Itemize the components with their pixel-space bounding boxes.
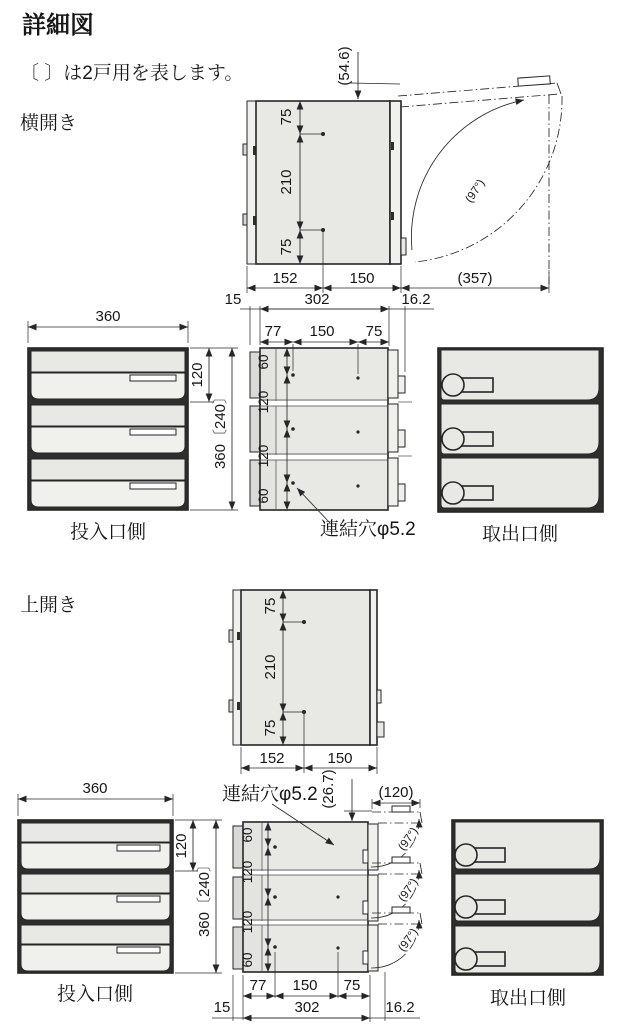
dim-120b: 120 (256, 444, 271, 468)
door-swing-arc (411, 100, 524, 250)
door-handle (377, 722, 384, 737)
mail-slot (117, 947, 160, 953)
lock-cylinder (455, 896, 477, 918)
dim-16-2: 16.2 (385, 999, 415, 1016)
dim-360-240: 360〔240〕 (212, 388, 229, 470)
caption-posting-side: 投入口側 (56, 984, 134, 1005)
lock-cylinder (442, 428, 464, 450)
dim-210: 210 (278, 169, 295, 195)
dim-60b: 60 (240, 952, 255, 968)
door-handle (401, 238, 406, 255)
dim-150b: 150 (292, 977, 318, 994)
side-body (241, 590, 370, 745)
dim-120-open: (120) (378, 784, 414, 801)
dim-210: 210 (262, 654, 279, 680)
ue-back-view (452, 820, 603, 1009)
dim-60a: 60 (240, 827, 255, 843)
dim-77: 77 (249, 977, 267, 994)
dim-150: 150 (349, 270, 375, 287)
dim-15: 15 (213, 999, 231, 1016)
yoko-cross-view (225, 291, 434, 540)
dim-152: 152 (259, 750, 285, 767)
dim-75-top: 75 (278, 108, 295, 126)
dim-302: 302 (304, 291, 330, 308)
dim-75-bottom: 75 (278, 238, 295, 256)
dim-75-top: 75 (262, 597, 279, 615)
mail-slot (130, 429, 176, 435)
dim-angle-97: (97°) (463, 177, 488, 206)
mail-slot (130, 375, 176, 381)
dim-120a: 120 (240, 860, 255, 884)
page-title: 詳細図 (22, 12, 94, 39)
dim-120a: 120 (256, 390, 271, 414)
caption-takeout-side: 取出口側 (489, 988, 567, 1009)
caption-takeout-side: 取出口側 (481, 524, 559, 545)
cross-body (260, 348, 388, 510)
dim-120b: 120 (240, 910, 255, 934)
dim-angle-97: (97°) (396, 825, 421, 853)
label-connect-hole: 連結穴φ5.2 (320, 519, 416, 540)
dim-77: 77 (264, 323, 282, 340)
side-left-panel (247, 101, 256, 264)
dim-360: 360 (95, 308, 121, 325)
lock-cylinder (442, 374, 464, 396)
dim-120: 120 (173, 833, 190, 859)
label-connect-hole: 連結穴φ5.2 (222, 784, 318, 805)
section-label-yoko: 横開き (20, 113, 78, 134)
side-door-closed (370, 590, 377, 745)
yoko-front-view (28, 308, 238, 543)
lock-cylinder (455, 844, 477, 866)
dim-150: 150 (327, 750, 353, 767)
caption-posting-side: 投入口側 (69, 522, 147, 543)
ue-front-view (18, 780, 222, 1005)
lock-cylinder (455, 948, 477, 970)
dim-54-6: (54.6) (336, 46, 353, 86)
ue-cross-view (212, 769, 422, 1022)
mail-slot (130, 483, 176, 489)
open-door-bottom-edge (400, 94, 559, 107)
dim-angle-97: (97°) (396, 926, 421, 954)
section-label-ue: 上開き (20, 595, 78, 616)
dim-120: 120 (189, 362, 206, 388)
yoko-back-view (438, 348, 603, 545)
dim-302: 302 (294, 999, 320, 1016)
side-door-closed (390, 101, 401, 264)
dim-60b: 60 (256, 488, 271, 504)
note-two-door: 〔 〕は2戸用を表します。 (20, 63, 244, 84)
dim-60a: 60 (256, 354, 271, 370)
dim-26-7: (26.7) (320, 769, 337, 809)
lock-cylinder (442, 482, 464, 504)
dim-75b: 75 (343, 977, 361, 994)
dim-357: (357) (457, 270, 493, 287)
mail-slot (117, 845, 160, 851)
dim-angle-97: (97°) (396, 876, 421, 904)
open-door-handle (518, 76, 550, 86)
mail-slot (117, 896, 160, 902)
dim-16-2: 16.2 (401, 291, 431, 308)
ue-side-view (229, 590, 384, 774)
dim-360-240: 360〔240〕 (196, 856, 213, 938)
dim-75b: 75 (365, 323, 383, 340)
yoko-side-view (243, 46, 562, 293)
dim-15: 15 (224, 291, 242, 308)
dim-360: 360 (82, 780, 108, 797)
dim-75-bottom: 75 (262, 719, 279, 737)
door-swing-arc-outer (415, 96, 562, 262)
dim-150b: 150 (309, 323, 335, 340)
dim-152: 152 (272, 270, 298, 287)
